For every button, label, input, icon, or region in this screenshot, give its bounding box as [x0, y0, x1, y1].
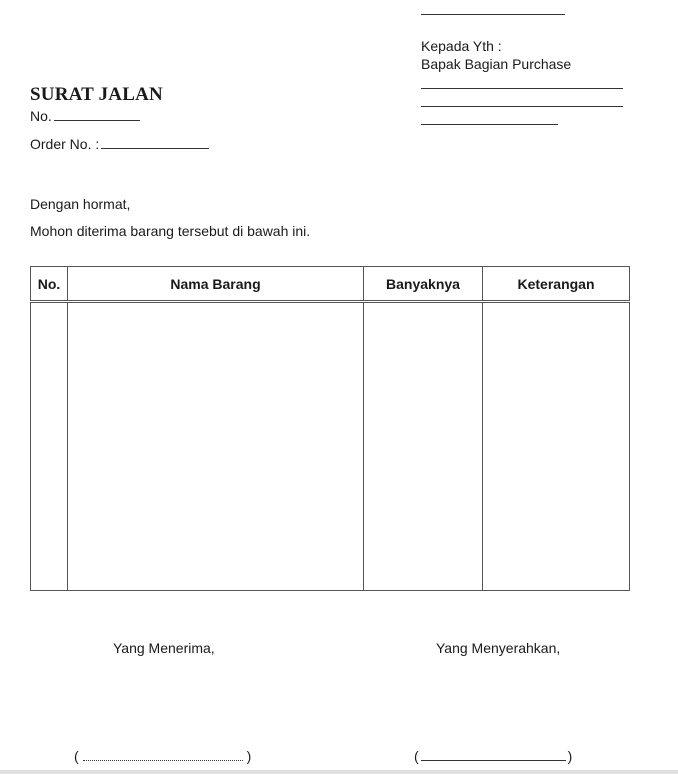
- recipient-kepada: Kepada Yth :: [421, 38, 502, 54]
- receiver-open-paren: (: [74, 748, 79, 764]
- column-header-banyaknya: Banyaknya: [364, 267, 483, 302]
- column-header-keterangan: Keterangan: [483, 267, 630, 302]
- number-field: [30, 108, 140, 124]
- recipient-address-line-3[interactable]: [421, 124, 558, 125]
- table-row: [31, 302, 630, 591]
- column-header-no: No.: [31, 267, 68, 302]
- column-header-nama-barang: Nama Barang: [68, 267, 364, 302]
- order-number-field: [30, 136, 209, 152]
- greeting-text: Dengan hormat,: [30, 196, 131, 212]
- items-table: [30, 266, 630, 591]
- top-right-blank-line: [421, 14, 565, 15]
- document-title: SURAT JALAN: [30, 84, 163, 105]
- receiver-close-paren: ): [246, 748, 252, 764]
- number-label: No.: [30, 108, 52, 124]
- sender-signature-label: Yang Menyerahkan,: [436, 640, 561, 656]
- recipient-name: Bapak Bagian Purchase: [421, 56, 572, 72]
- sender-name-underline[interactable]: [421, 748, 566, 761]
- cell-no[interactable]: [31, 302, 68, 591]
- cell-nama-barang[interactable]: [68, 302, 364, 591]
- sender-close-paren: ): [567, 748, 573, 764]
- sender-signature-line: [414, 748, 572, 764]
- recipient-address-line-2[interactable]: [421, 106, 623, 107]
- table-header-row: [31, 267, 630, 302]
- order-number-label: Order No. :: [30, 136, 100, 152]
- receiver-signature-label: Yang Menerima,: [113, 640, 215, 656]
- receiver-signature-line: [74, 748, 251, 764]
- page-bottom-edge: [0, 770, 678, 774]
- cell-keterangan[interactable]: [483, 302, 630, 591]
- receiver-name-dotted-line[interactable]: [83, 750, 243, 761]
- number-blank[interactable]: [54, 108, 140, 121]
- request-text: Mohon diterima barang tersebut di bawah ini.: [30, 223, 311, 239]
- sender-open-paren: (: [414, 748, 419, 764]
- recipient-address-line-1[interactable]: [421, 88, 623, 89]
- order-number-blank[interactable]: [101, 136, 209, 149]
- cell-banyaknya[interactable]: [364, 302, 483, 591]
